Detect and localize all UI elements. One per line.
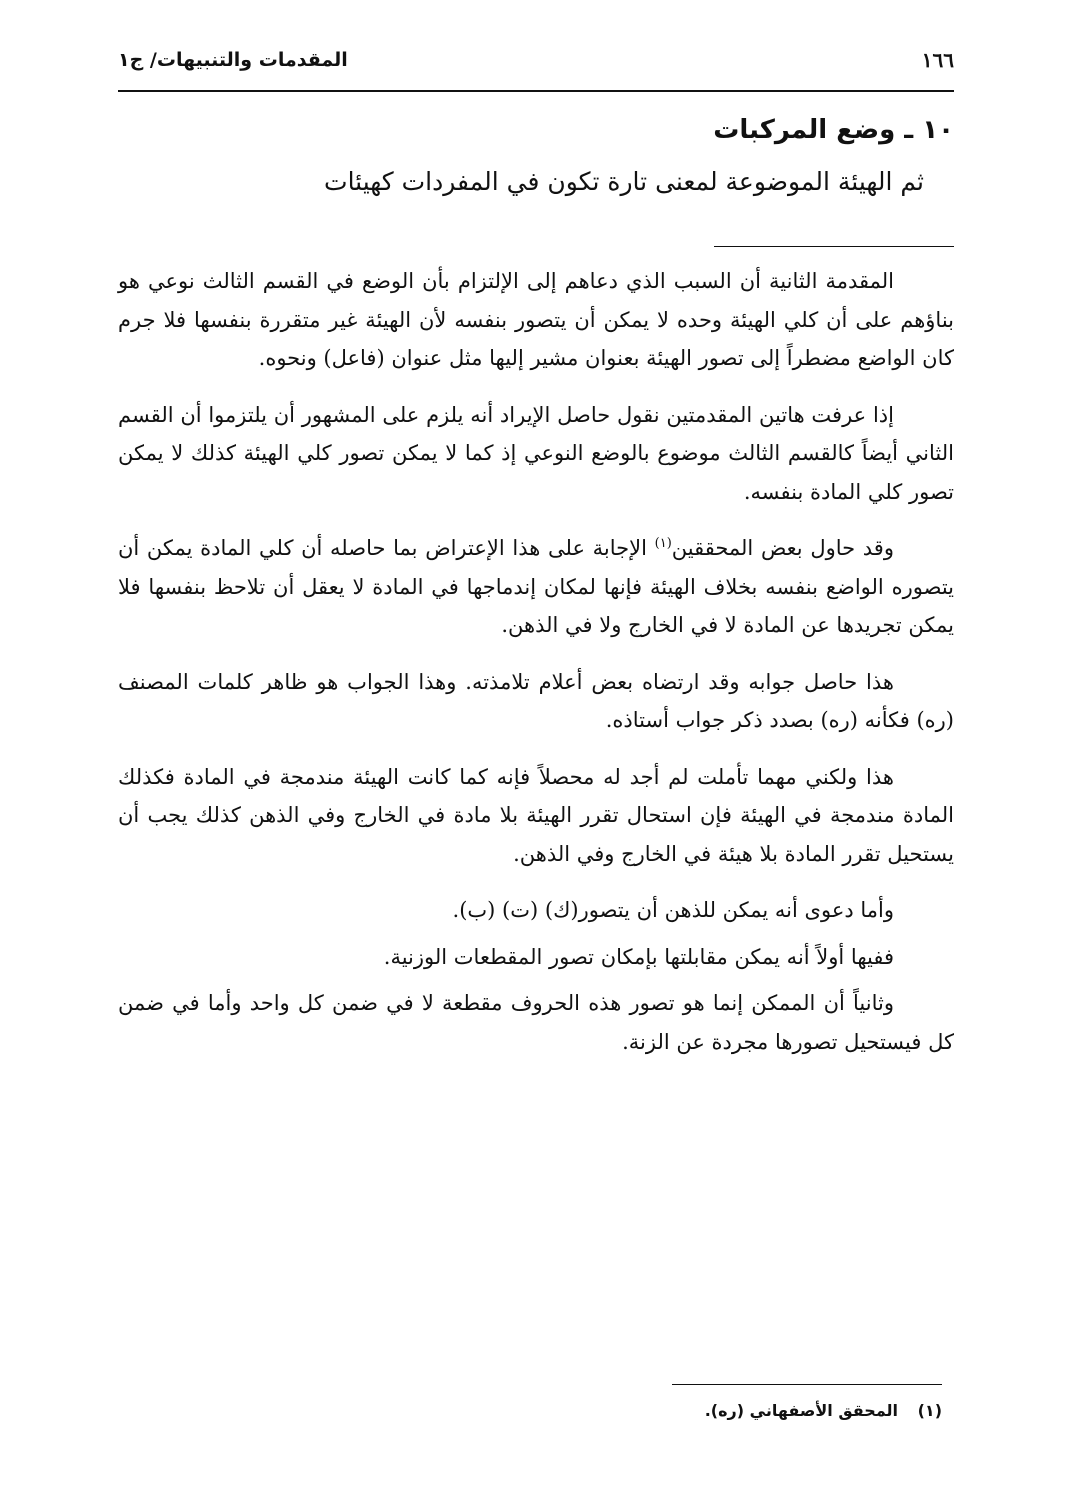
footnote-reference[interactable]: (١) bbox=[654, 536, 672, 551]
commentary-paragraph bbox=[118, 529, 954, 645]
commentary-block bbox=[118, 262, 954, 1079]
commentary-paragraph: ففيها أولاً أنه يمكن مقابلتها بإمكان تصور المقطعات الوزنية. bbox=[383, 944, 894, 969]
paragraph-text: الإجابة على هذا الإعتراض بما حاصله أن كلي المادة يمكن أن يتصوره الواضع بنفسه بخلاف الهيئة فإنها لمكان إندماجها في المادة لا يعقل أن تلاحظ بنفسها فلا يمكن تجريدها عن المادة لا في الخارج ولا في الذهن. bbox=[118, 536, 954, 637]
main-text bbox=[118, 108, 954, 206]
footnote bbox=[118, 1396, 942, 1426]
commentary-paragraph: وأما دعوى أنه يمكن للذهن أن يتصور(ك) (ت) (ب). bbox=[452, 898, 894, 922]
header-rule bbox=[118, 90, 954, 92]
commentary-paragraph: وثانياً أن الممكن إنما هو تصور هذه الحروف مقطعة لا في ضمن كل واحد وأما في ضمن كل فيستحيل تصورها مجردة عن الزنة. bbox=[118, 991, 954, 1054]
running-head bbox=[118, 40, 954, 80]
commentary-paragraph: هذا حاصل جوابه وقد ارتضاه بعض أعلام تلامذته. وهذا الجواب هو ظاهر كلمات المصنف (ره) فكأنه (ره) بصدد ذكر جواب أستاذه. bbox=[118, 669, 954, 732]
main-text-line: ثم الهيئة الموضوعة لمعنى تارة تكون في المفردات كهيئات bbox=[324, 167, 924, 196]
commentary-paragraph: المقدمة الثانية أن السبب الذي دعاهم إلى الإلتزام بأن الوضع في القسم الثالث نوعي هو بناؤهم على أن كلي الهيئة وحده لا يمكن أن يتصور بنفسه لأن الهيئة غير متقررة بنفسها فلا جرم كان الواضع مضطراً إلى تصور الهيئة بعنوان مشير إليها مثل عنوان (فاعل) ونحوه. bbox=[118, 269, 954, 370]
footnote-number: (١) bbox=[917, 1401, 942, 1420]
footnote-text: المحقق الأصفهاني (ره). bbox=[704, 1401, 899, 1420]
book-title: المقدمات والتنبيهات/ ج١ bbox=[118, 49, 348, 71]
commentary-paragraph: إذا عرفت هاتين المقدمتين نقول حاصل الإيراد أنه يلزم على المشهور أن يلتزموا أن القسم الثاني أيضاً كالقسم الثالث موضوع بالوضع النوعي إذ كما لا يمكن تصور كلي الهيئة كذلك لا يمكن تصور كلي المادة بنفسه. bbox=[118, 402, 954, 504]
page-number: ١٦٦ bbox=[921, 48, 954, 72]
footnote-rule bbox=[672, 1384, 942, 1385]
paragraph-text: وقد حاول بعض المحققين bbox=[671, 536, 894, 560]
section-heading: ١٠ ـ وضع المركبات bbox=[713, 115, 954, 145]
commentary-paragraph: هذا ولكني مهما تأملت لم أجد له محصلاً فإنه كما كانت الهيئة مندمجة في المادة فكذلك المادة مندمجة في الهيئة فإن استحال تقرر الهيئة بلا مادة في الخارج وفي الذهن كذلك يجب أن يستحيل تقرر المادة بلا هيئة في الخارج وفي الذهن. bbox=[118, 764, 954, 866]
main-text-separator bbox=[714, 246, 954, 247]
